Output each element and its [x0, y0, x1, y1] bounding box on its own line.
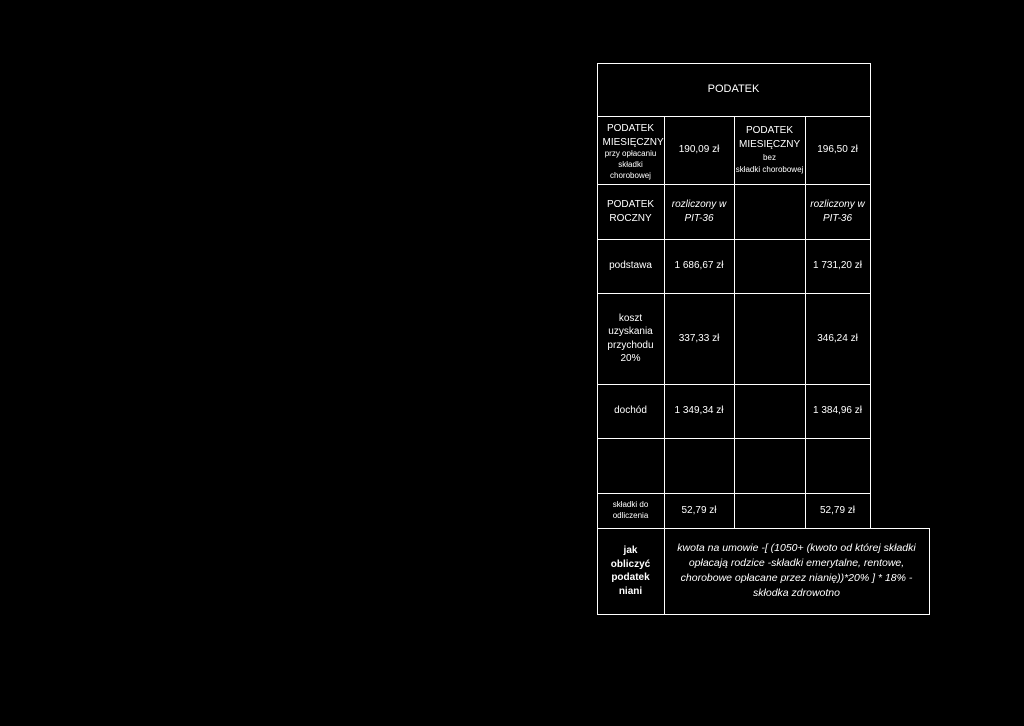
grid-line — [870, 63, 871, 528]
cost-value-2: 346,24 zł — [817, 332, 858, 344]
grid-line — [597, 614, 929, 615]
monthly-tax-mid-label-main — [735, 124, 805, 165]
deductions-label: składki do odliczenia — [612, 499, 649, 520]
monthly-tax-value-2: 196,50 zł — [817, 144, 858, 156]
base-label: podstawa — [609, 260, 652, 272]
cost-label: koszt uzyskania przychodu 20% — [607, 312, 654, 364]
table-title: PODATEK — [707, 83, 760, 96]
grid-line — [929, 528, 930, 615]
income-value-1: 1 349,34 zł — [674, 405, 724, 417]
income-label: dochód — [614, 405, 647, 417]
annual-tax-value-2: rozliczony w PIT-36 — [810, 199, 865, 224]
howto-formula: kwota na umowie -[ (1050+ (kwoto od której składki opłacają rodzice -składki emerytalne, rentowe, chorobowe opłacane przez nianię))*20% ] * 18% - skłodka zdrowotno — [677, 541, 916, 600]
monthly-tax-mid-label-bez: bez — [763, 153, 776, 163]
base-value-1: 1 686,67 zł — [674, 260, 724, 272]
annual-tax-label: PODATEK ROCZNY — [606, 199, 655, 224]
cost-value-1: 337,33 zł — [678, 332, 720, 344]
annual-tax-value-1: rozliczony w PIT-36 — [671, 199, 727, 224]
monthly-tax-label-sub: przy opłacaniu składki chorobowej — [604, 149, 657, 180]
monthly-tax-mid-label-text: PODATEK MIESIĘCZNY — [739, 125, 800, 150]
monthly-tax-mid-label — [734, 116, 805, 184]
income-value-2: 1 384,96 zł — [813, 405, 862, 417]
deductions-value-2: 52,79 zł — [819, 504, 856, 516]
monthly-tax-label — [597, 116, 664, 184]
base-value-2: 1 731,20 zł — [813, 260, 862, 272]
monthly-tax-mid-label-sub: składki chorobowej — [735, 164, 804, 174]
monthly-tax-value-1: 190,09 zł — [678, 144, 720, 156]
monthly-tax-label-main: PODATEK MIESIĘCZNY — [602, 123, 664, 148]
deductions-value-1: 52,79 zł — [681, 504, 717, 516]
howto-label: jak obliczyć podatek niani — [610, 545, 651, 597]
